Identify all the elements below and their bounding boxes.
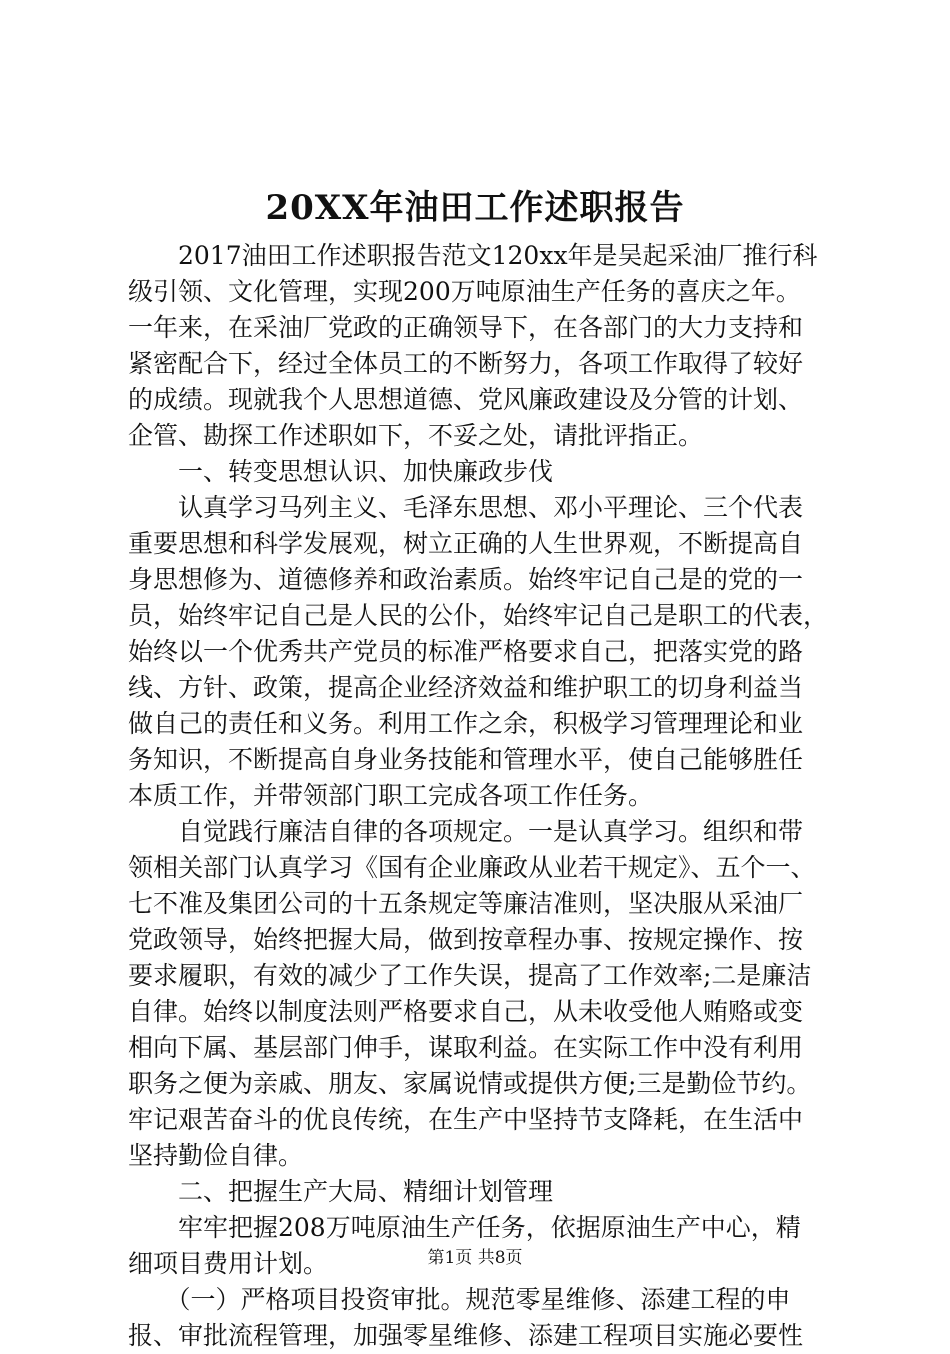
body-line: 要求履职，有效的减少了工作失误，提高了工作效率;二是廉洁: [128, 961, 812, 990]
document-body: [128, 238, 832, 1354]
body-line: 报、审批流程管理，加强零星维修、添建工程项目实施必要性: [128, 1321, 804, 1350]
body-line: 本质工作，并带领部门职工完成各项工作任务。: [128, 781, 654, 810]
body-line: 职务之便为亲戚、朋友、家属说情或提供方便;三是勤俭节约。: [128, 1069, 812, 1098]
section-heading: 二、把握生产大局、精细计划管理: [128, 1177, 554, 1206]
body-line: 的成绩。现就我个人思想道德、党风廉政建设及分管的计划、: [128, 385, 804, 414]
body-line: 重要思想和科学发展观，树立正确的人生世界观，不断提高自: [128, 529, 804, 558]
body-line: （一）严格项目投资审批。规范零星维修、添建工程的申: [128, 1285, 791, 1314]
body-line: 2017油田工作述职报告范文120xx年是吴起采油厂推行科: [128, 241, 818, 270]
body-line: 级引领、文化管理，实现200万吨原油生产任务的喜庆之年。: [128, 277, 801, 306]
body-line: 细项目费用计划。: [128, 1249, 329, 1278]
body-line: 领相关部门认真学习《国有企业廉政从业若干规定》、五个一、: [128, 853, 816, 882]
body-line: 做自己的责任和义务。利用工作之余，积极学习管理理论和业: [128, 709, 804, 738]
body-line: 七不准及集团公司的十五条规定等廉洁准则，坚决服从采油厂: [128, 889, 804, 918]
body-line: 紧密配合下，经过全体员工的不断努力，各项工作取得了较好: [128, 349, 804, 378]
body-line: 党政领导，始终把握大局，做到按章程办事、按规定操作、按: [128, 925, 804, 954]
body-line: 身思想修为、道德修养和政治素质。始终牢记自己是的党的一: [128, 565, 804, 594]
body-line: 企管、勘探工作述职如下，不妥之处，请批评指正。: [128, 421, 704, 450]
body-line: 相向下属、基层部门伸手，谋取利益。在实际工作中没有利用: [128, 1033, 804, 1062]
section-heading: 一、转变思想认识、加快廉政步伐: [128, 457, 554, 486]
body-line: 自觉践行廉洁自律的各项规定。一是认真学习。组织和带: [128, 817, 804, 846]
body-line: 自律。始终以制度法则严格要求自己，从未收受他人贿赂或变: [128, 997, 804, 1026]
body-line: 线、方针、政策，提高企业经济效益和维护职工的切身利益当: [128, 673, 804, 702]
document-title: 20XX年油田工作述职报告: [265, 188, 685, 228]
body-line: 坚持勤俭自律。: [128, 1141, 304, 1170]
body-line: 牢牢把握208万吨原油生产任务，依据原油生产中心，精: [128, 1213, 801, 1242]
page-number-footer: 第1页 共8页: [427, 1248, 523, 1268]
body-line: 始终以一个优秀共产党员的标准严格要求自己，把落实党的路: [128, 637, 804, 666]
body-line: 员，始终牢记自己是人民的公仆，始终牢记自己是职工的代表，: [128, 601, 829, 630]
body-line: 认真学习马列主义、毛泽东思想、邓小平理论、三个代表: [128, 493, 804, 522]
body-line: 务知识，不断提高自身业务技能和管理水平，使自己能够胜任: [128, 745, 804, 774]
body-line: 牢记艰苦奋斗的优良传统，在生产中坚持节支降耗，在生活中: [128, 1105, 804, 1134]
body-line: 一年来，在采油厂党政的正确领导下，在各部门的大力支持和: [128, 313, 804, 342]
